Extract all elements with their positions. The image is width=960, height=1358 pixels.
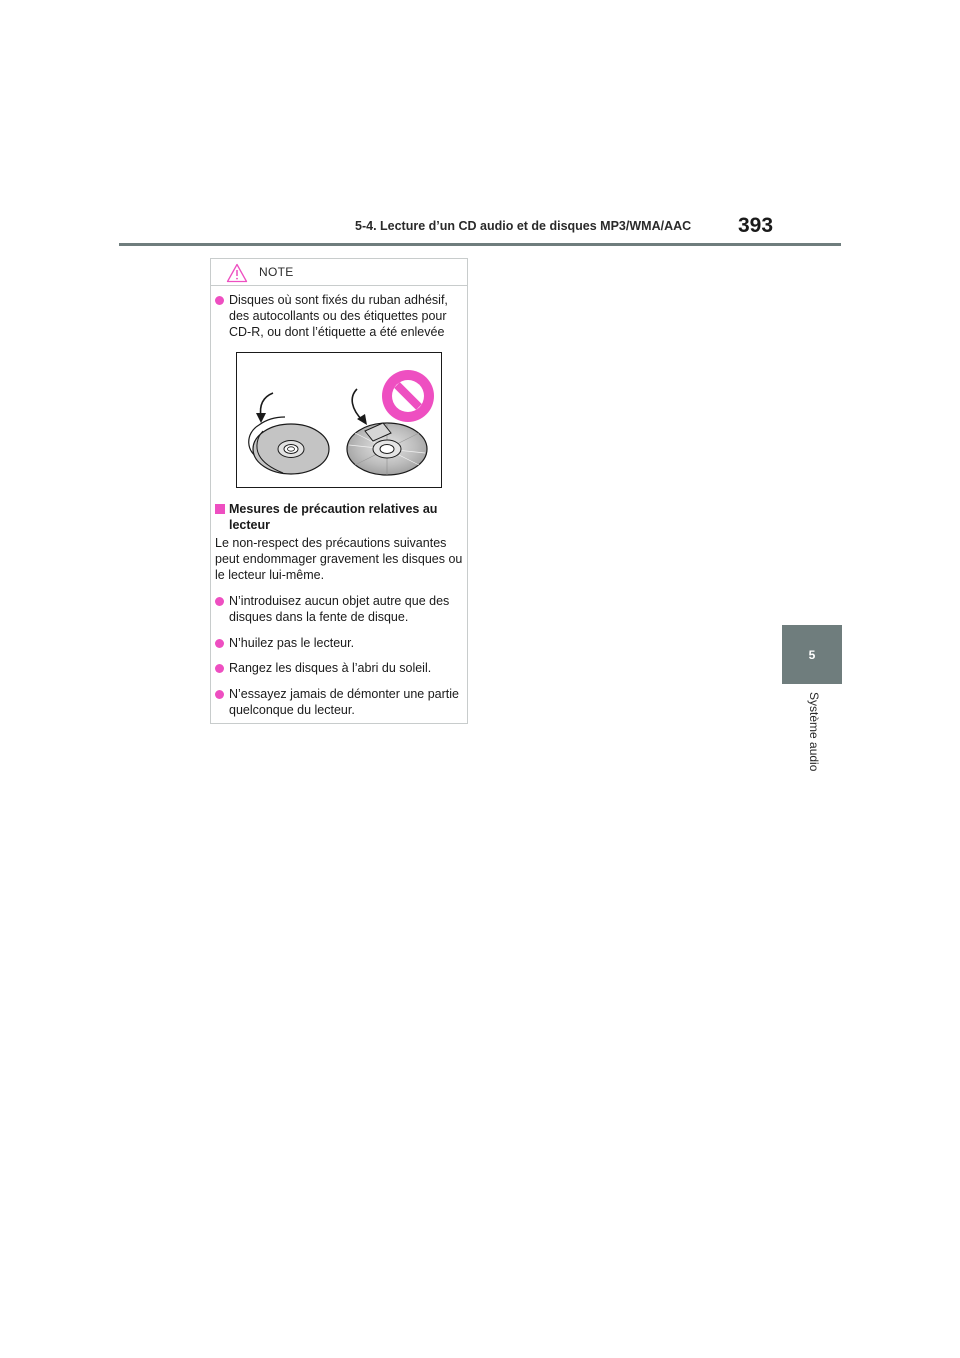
chapter-tab (782, 625, 842, 684)
bullet-icon (215, 639, 224, 648)
bullet-icon (215, 690, 224, 699)
page-number: 393 (738, 214, 774, 237)
list-item-text: N’introduisez aucun objet autre que des disques dans la fente de disque. (229, 594, 450, 624)
peeled-disc-icon (249, 393, 329, 474)
chapter-title: Système audio (807, 692, 821, 772)
list-item-text: Rangez les disques à l’abri du soleil. (229, 661, 432, 675)
list-item (215, 635, 465, 651)
list-item (215, 686, 465, 718)
bullet-icon (215, 296, 224, 305)
list-item-text: N’essayez jamais de démonter une partie quelconque du lecteur. (229, 687, 459, 717)
section-title: 5-4. Lecture d’un CD audio et de disques MP3/WMA/AAC (355, 219, 692, 233)
prohibited-icon (382, 370, 434, 422)
list-item (215, 292, 465, 340)
list-item-text: N’huilez pas le lecteur. (229, 636, 355, 650)
section-intro: Le non-respect des précautions suivantes peut endommager gravement les disques ou le lecteur lui-même. (215, 536, 463, 582)
header-divider (119, 243, 841, 246)
note-box (210, 258, 468, 724)
warning-triangle-icon (226, 263, 248, 283)
list-item (215, 593, 465, 625)
bullet-icon (215, 597, 224, 606)
chapter-number: 5 (808, 647, 816, 662)
section-heading (215, 501, 465, 533)
list-item-text: Disques où sont fixés du ruban adhésif, des autocollants ou des étiquettes pour CD-R, ou dont l’étiquette a été enlevée (229, 293, 448, 339)
section-heading-text: Mesures de précaution relatives au lecteur (229, 502, 438, 532)
section-bullet-icon (215, 504, 225, 514)
bullet-icon (215, 664, 224, 673)
cd-discs-prohibited-illustration (237, 353, 441, 487)
cd-illustration (236, 352, 442, 488)
note-title: NOTE (259, 265, 294, 279)
note-header (211, 259, 467, 286)
list-item (215, 660, 465, 676)
